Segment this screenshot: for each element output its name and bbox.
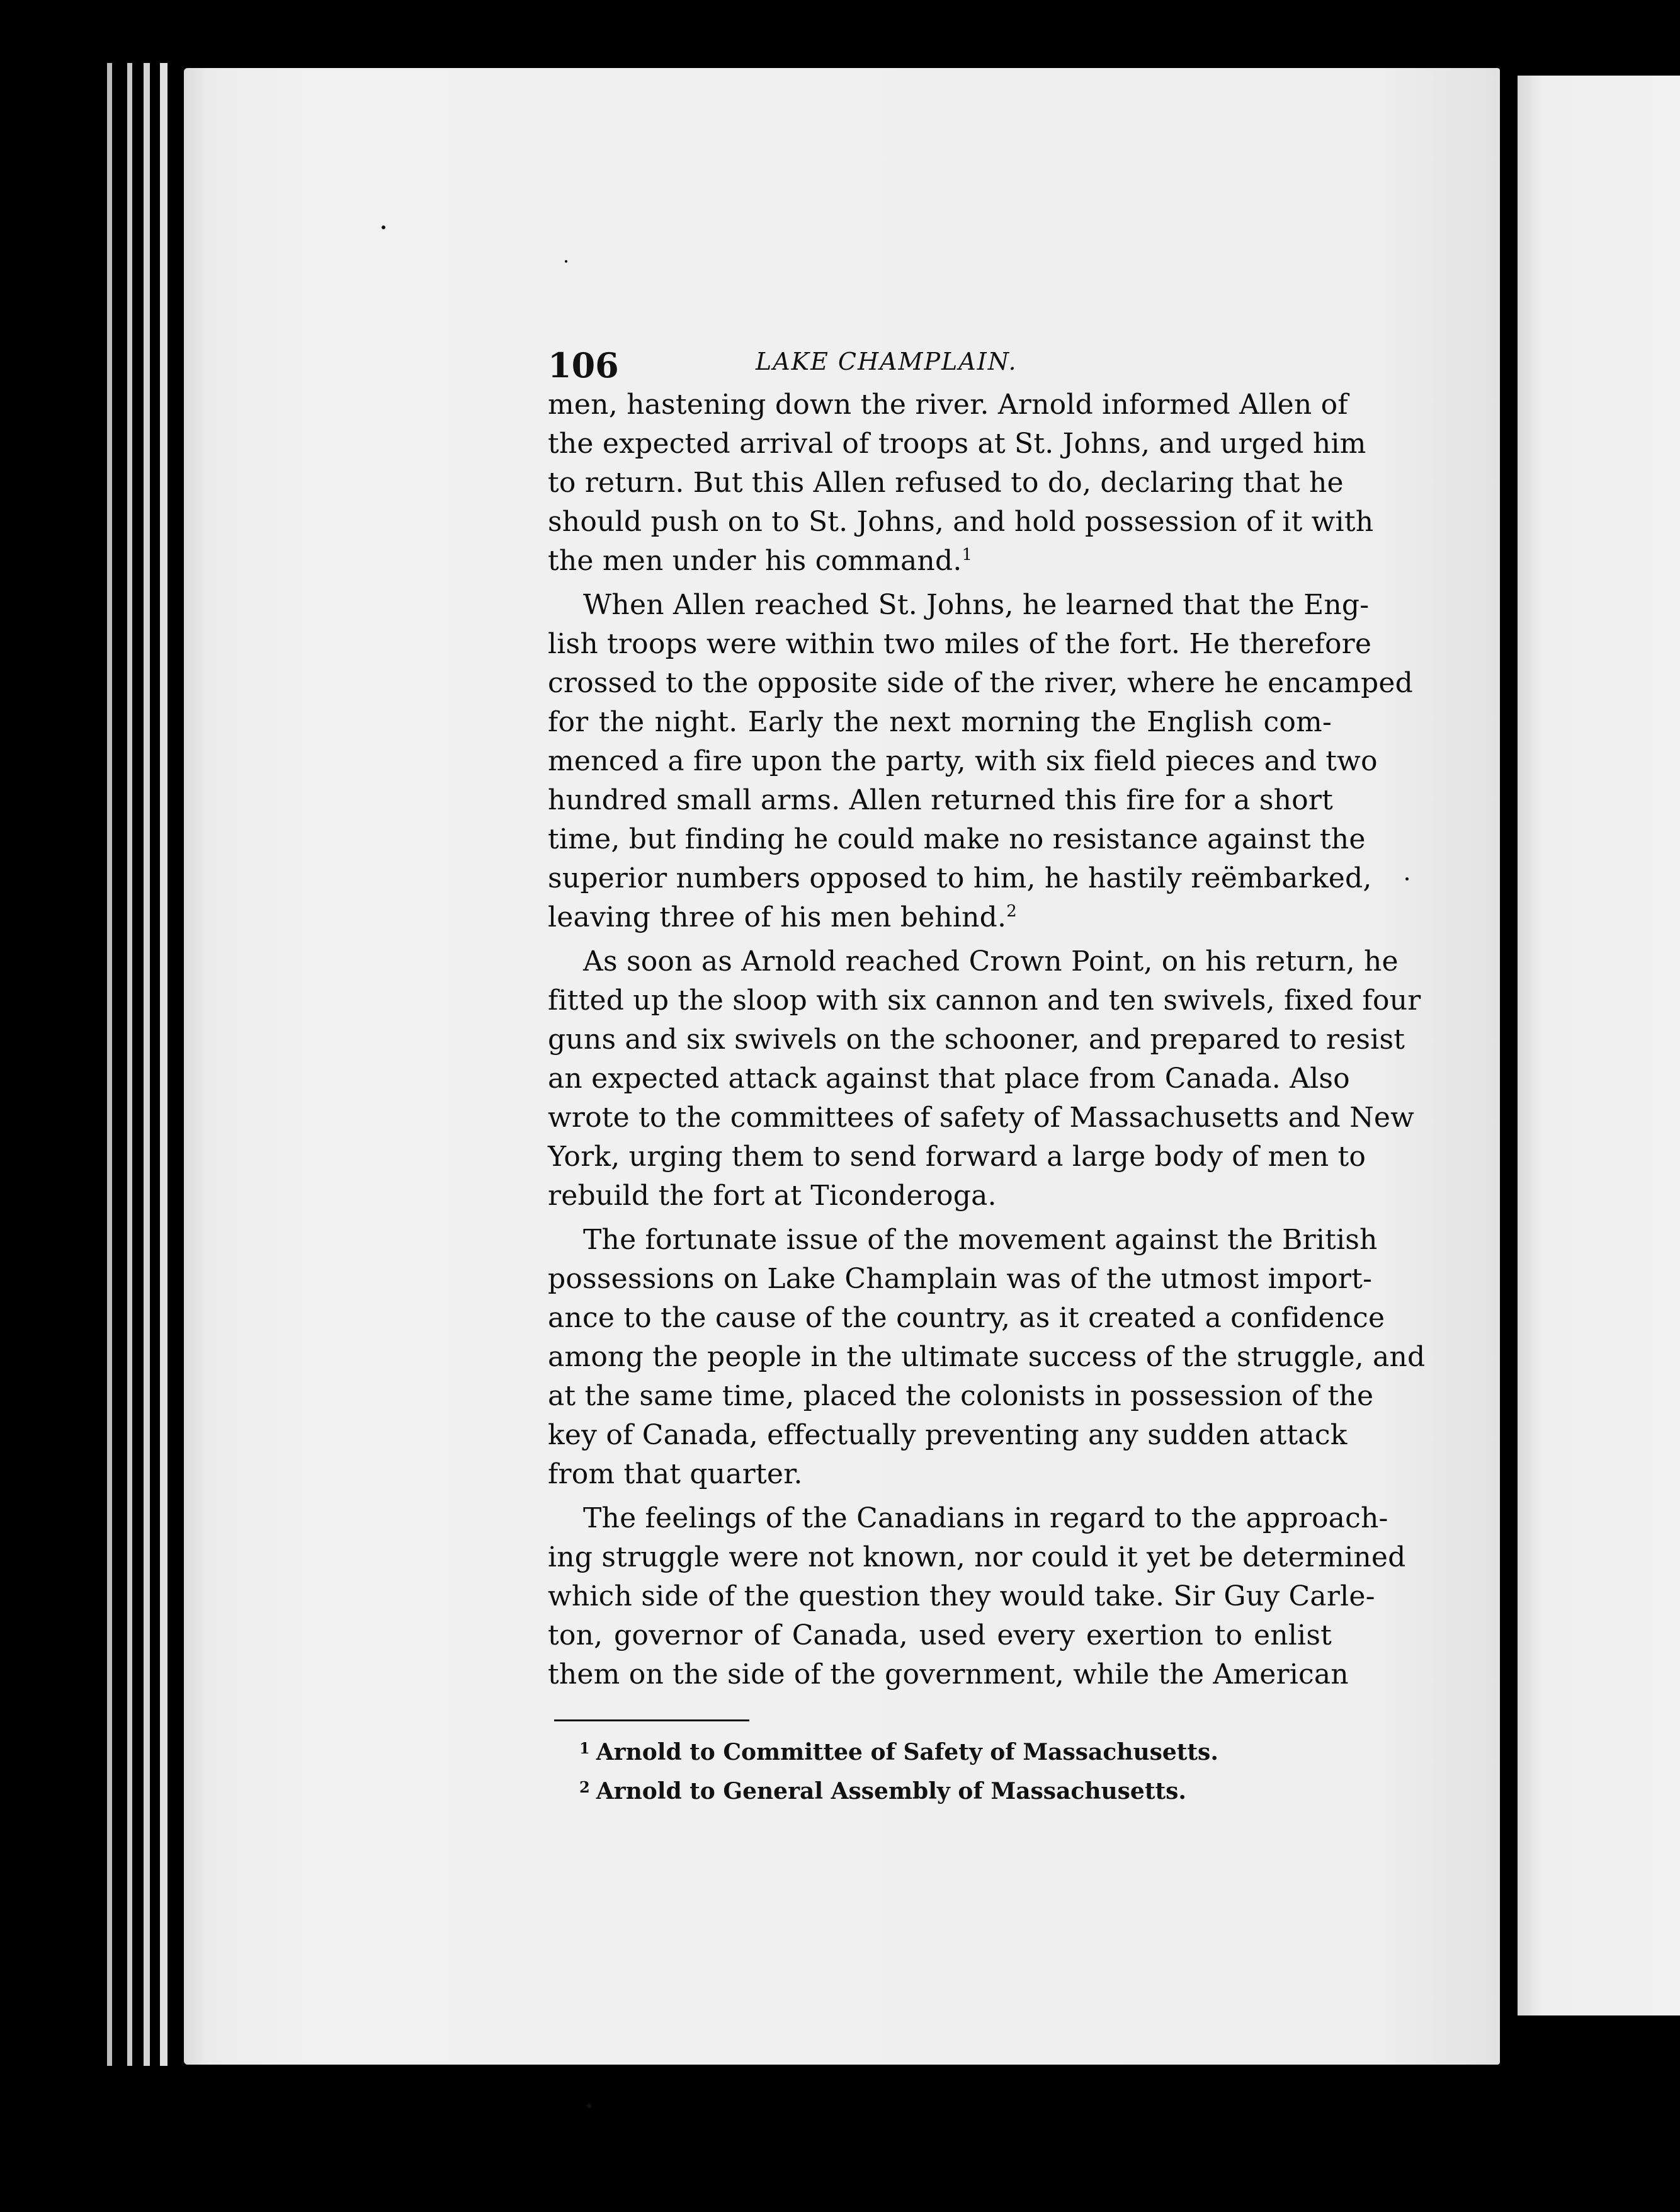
text-line: among the people in the ultimate success of the struggle, and <box>548 1341 1426 1373</box>
text-line: the expected arrival of troops at St. Johns, and urged him <box>548 428 1366 460</box>
text-line: ing struggle were not known, nor could it yet be determined <box>548 1541 1406 1573</box>
text-line: ton, governor of Canada, used every exertion to enlist <box>548 1619 1332 1651</box>
text-line: men, hastening down the river. Arnold informed Allen of <box>548 389 1348 421</box>
text-line: As soon as Arnold reached Crown Point, on his return, he <box>583 945 1399 978</box>
text-line: guns and six swivels on the schooner, and prepared to resist <box>548 1023 1405 1056</box>
text-line: at the same time, placed the colonists in possession of the <box>548 1380 1374 1412</box>
footnote-text: Arnold to General Assembly of Massachusetts. <box>596 1778 1186 1804</box>
text-line: menced a fire upon the party, with six field pieces and two <box>548 745 1378 777</box>
text-line: York, urging them to send forward a large body of men to <box>548 1141 1366 1173</box>
paragraph <box>548 385 1374 581</box>
footnote-rule <box>554 1719 749 1721</box>
footnote <box>579 1731 1322 1770</box>
text-line: which side of the question they would take. Sir Guy Carle- <box>548 1580 1375 1612</box>
text-line: rebuild the fort at Ticonderoga. <box>548 1180 997 1212</box>
ink-speck <box>587 2104 591 2108</box>
page-header <box>548 345 1329 389</box>
text-line: time, but finding he could make no resistance against the <box>548 823 1366 855</box>
body-text <box>548 385 1426 1699</box>
text-line: ance to the cause of the country, as it created a confidence <box>548 1302 1385 1334</box>
footnote-reference: 1 <box>962 545 973 564</box>
footnote-reference: 2 <box>1006 902 1017 921</box>
text-line: an expected attack against that place from Canada. Also <box>548 1063 1350 1095</box>
text-line: them on the side of the government, while the American <box>548 1658 1349 1690</box>
next-page-edge <box>1518 76 1680 2015</box>
text-line: for the night. Early the next morning the English com- <box>548 706 1332 738</box>
paragraph <box>548 1499 1406 1694</box>
paragraph <box>548 586 1414 937</box>
ink-speck <box>1405 877 1409 881</box>
text-line: the men under his command.$^1$ <box>548 545 973 577</box>
text-line: lish troops were within two miles of the fort. He therefore <box>548 628 1372 660</box>
text-line: to return. But this Allen refused to do, declaring that he <box>548 467 1344 499</box>
footnote-mark: 2 <box>579 1778 590 1796</box>
text-line: hundred small arms. Allen returned this fire for a short <box>548 784 1333 816</box>
footnote <box>579 1770 1322 1809</box>
paragraph <box>548 942 1421 1216</box>
ink-speck <box>382 225 385 229</box>
text-line: fitted up the sloop with six cannon and ten swivels, fixed four <box>548 984 1421 1017</box>
footnote-mark: 1 <box>579 1739 590 1757</box>
text-line: should push on to St. Johns, and hold possession of it with <box>548 506 1374 538</box>
text-line: When Allen reached St. Johns, he learned that the Eng- <box>583 589 1370 621</box>
text-line: possessions on Lake Champlain was of the utmost import- <box>548 1263 1373 1295</box>
ink-speck <box>565 260 567 263</box>
text-line: superior numbers opposed to him, he hastily reëmbarked, <box>548 862 1372 894</box>
paragraph <box>548 1221 1426 1494</box>
running-title: LAKE CHAMPLAIN. <box>756 348 1018 375</box>
text-line: key of Canada, effectually preventing any sudden attack <box>548 1419 1348 1451</box>
page-number: 106 <box>548 345 619 385</box>
footnote-text: Arnold to Committee of Safety of Massachusetts. <box>596 1739 1218 1765</box>
text-line: wrote to the committees of safety of Massachusetts and New <box>548 1102 1415 1134</box>
text-line: from that quarter. <box>548 1458 803 1490</box>
text-line: crossed to the opposite side of the river, where he encamped <box>548 667 1414 699</box>
text-line: leaving three of his men behind.$^2$ <box>548 901 1017 933</box>
text-line: The feelings of the Canadians in regard to the approach- <box>583 1502 1388 1534</box>
footnotes <box>579 1731 1322 1809</box>
text-line: The fortunate issue of the movement against the British <box>583 1224 1378 1256</box>
